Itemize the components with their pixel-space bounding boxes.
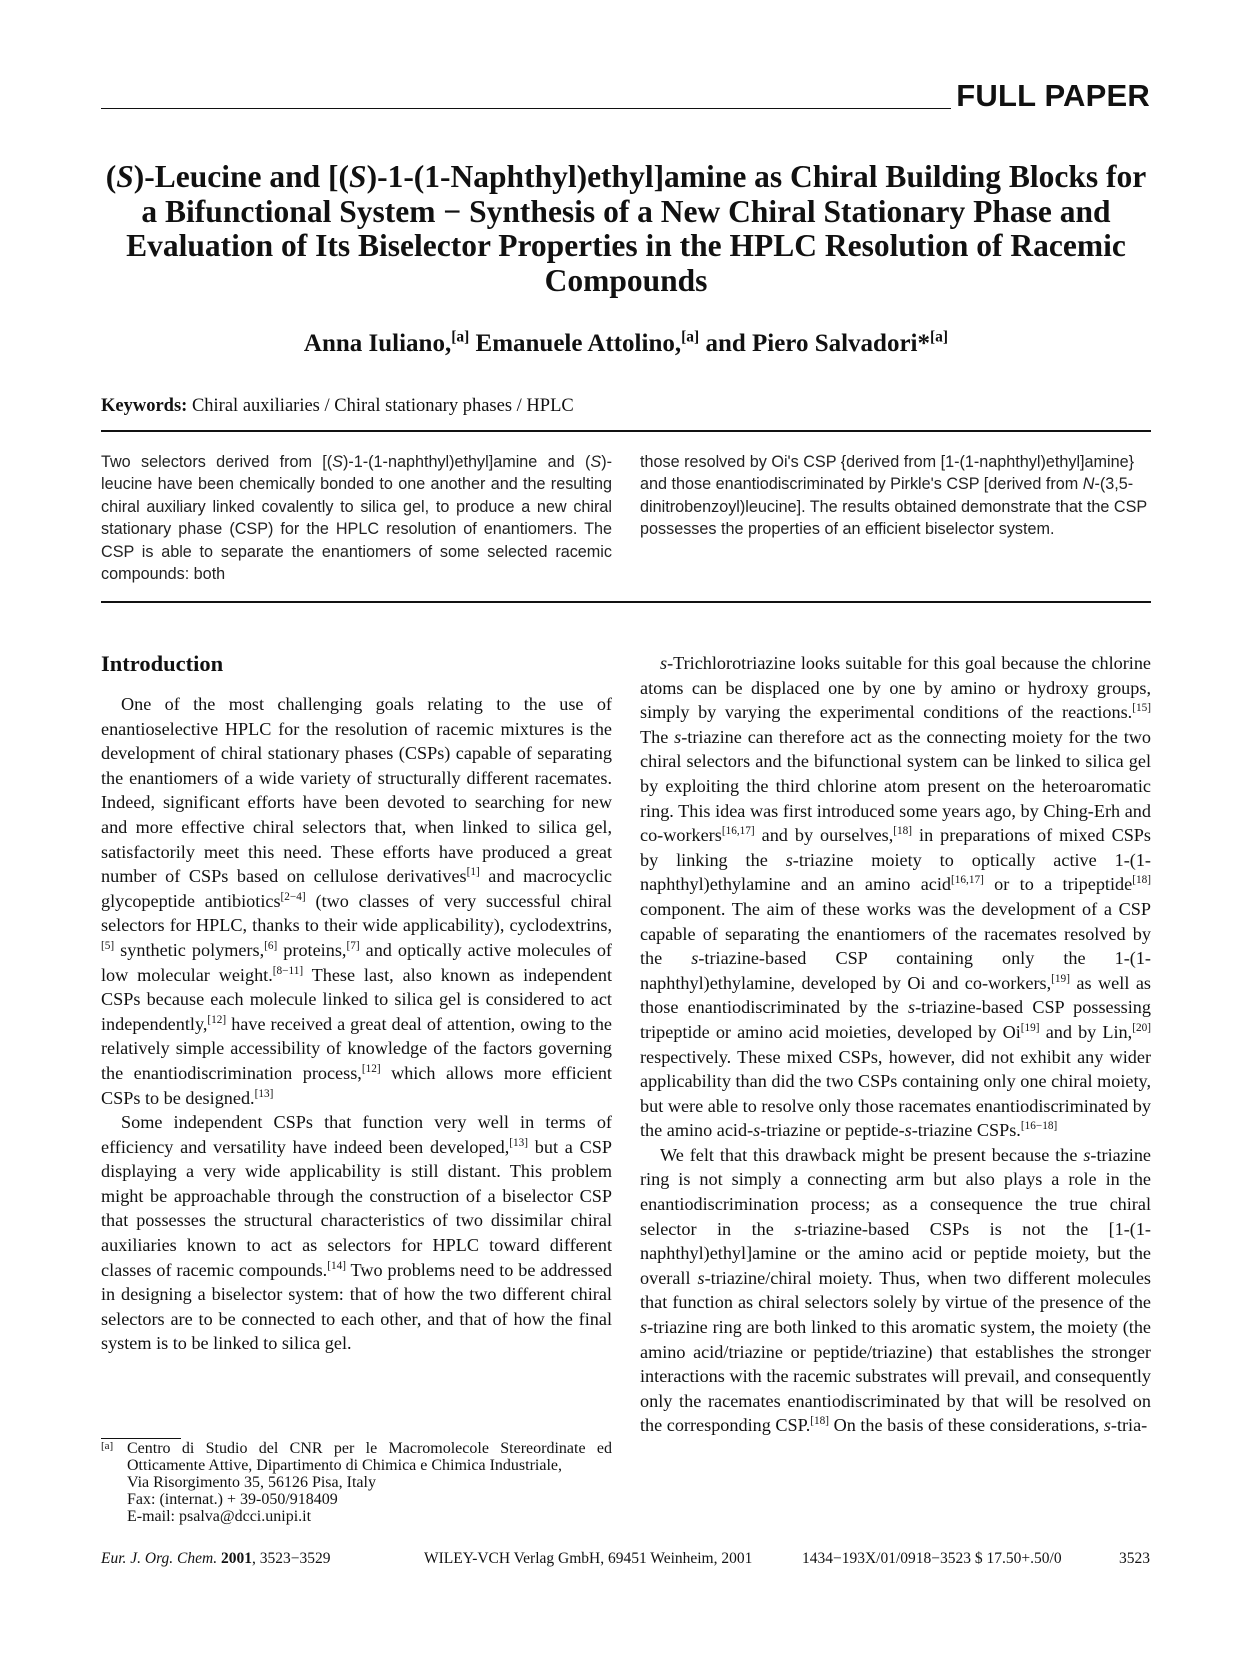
abstract-column-2: those resolved by Oi's CSP {derived from [1-(1-naphthyl)ethyl]amine} and those enantiodiscriminated by Pirkle's CSP [derived from N-(3,5-dinitrobenzoyl)leucine]. The results obtained demonstrate that the CSP possesses the properties of an efficient biselector system. — [640, 453, 1147, 539]
footer-citation — [101, 1550, 330, 1568]
journal-year: 2001 — [220, 1550, 252, 1567]
journal-pages: , 3523−3529 — [251, 1550, 331, 1567]
page-number: 3523 — [1119, 1550, 1150, 1567]
header-rule — [101, 108, 951, 109]
section-label: FULL PAPER — [956, 78, 1150, 113]
footnote-line: Centro di Studio del CNR per le Macromolecole Stereordinate ed Otticamente Attive, Dipartimento di Chimica e Chimica Industriale, — [127, 1440, 612, 1474]
abstract-bottom-rule — [101, 601, 1151, 603]
footnote-line: Fax: (internat.) + 39-050/918409 — [127, 1491, 338, 1508]
body-paragraph: Some independent CSPs that function very well in terms of efficiency and versatility have indeed been developed,[13] but a CSP displaying a very wide applicability is still distant. This problem might be approachable through the construction of a biselector CSP that possesses the structural characteristics of two dissimilar chiral auxiliaries known to act as selectors for HPLC toward different classes of racemic compounds.[14] Two problems need to be addressed in designing a biselector system: that of how the two different chiral selectors are to be connected to each other, and that of how the final system is to be linked to silica gel. — [101, 1112, 612, 1354]
author: and Piero Salvadori*[a] — [705, 328, 949, 357]
section-heading-introduction: Introduction — [101, 651, 224, 676]
journal-name: Eur. J. Org. Chem. — [101, 1550, 218, 1567]
footnote-line: E-mail: psalva@dcci.unipi.it — [127, 1508, 312, 1525]
body-paragraph: s-Trichlorotriazine looks suitable for this goal because the chlorine atoms can be displaced one by one by amino or hydroxy groups, simply by varying the experimental conditions of the reactions.[15] The s-triazine can therefore act as the connecting moiety for the two chiral selectors and the bifunctional system can be linked to silica gel by exploiting the third chlorine atom present on the heteroaromatic ring. This idea was first introduced some years ago, by Ching-Erh and co-workers[16,17] and by ourselves,[18] in preparations of mixed CSPs by linking the s-triazine moiety to optically active 1-(1-naphthyl)ethylamine and an amino acid[16,17] or to a tripeptide[18] component. The aim of these works was the development of a CSP capable of separating the enantiomers of the racemates resolved by the s-triazine-based CSP containing only the 1-(1-naphthyl)ethylamine, developed by Oi and co-workers,[19] as well as those enantiodiscriminated by the s-triazine-based CSP possessing tripeptide or amino acid moieties, developed by Oi[19] and by Lin,[20] respectively. These mixed CSPs, however, did not exhibit any wider applicability than did the two CSPs containing only one chiral moiety, but were able to resolve only those racemates enantiodiscriminated by the amino acid-s-triazine or peptide-s-triazine CSPs.[16−18] — [640, 653, 1152, 1141]
author-list — [100, 330, 1152, 358]
footer-issn: 1434−193X/01/0918−3523 $ 17.50+.50/0 — [802, 1550, 1062, 1567]
author: Emanuele Attolino,[a] — [475, 328, 700, 357]
footer-publisher: WILEY-VCH Verlag GmbH, 69451 Weinheim, 2001 — [424, 1550, 753, 1567]
body-column-left — [101, 692, 612, 1356]
body-column-right — [640, 651, 1151, 1438]
body-paragraph: We felt that this drawback might be present because the s-triazine ring is not simply a connecting arm but also plays a role in the enantiodiscrimination process; as a consequence the true chiral selector in the s-triazine-based CSPs is not the [1-(1-naphthyl)ethyl]amine or the amino acid or peptide moiety, but the overall s-triazine/chiral moiety. Thus, when two different molecules that function as chiral selectors solely by virtue of the presence of the s-triazine ring are both linked to this aromatic system, the moiety (the amino acid/triazine or peptide/triazine) that establishes the stronger interactions with the racemic substrates will prevail, and consequently only the racemates enantiodiscriminated by that will be resolved on the corresponding CSP.[18] On the basis of these considerations, s-tria- — [640, 1144, 1151, 1436]
keywords — [101, 396, 574, 417]
abstract-top-rule — [101, 430, 1151, 432]
article-title: (S)-Leucine and [(S)-1-(1-Naphthyl)ethyl]amine as Chiral Building Blocks for a Bifunctional System − Synthesis of a New Chiral Stationary Phase and Evaluation of Its Biselector Properties in the HPLC Resolution of Racemic Compounds — [105, 159, 1147, 298]
footnote-marker: [a] — [101, 1440, 114, 1452]
keywords-label: Keywords: — [101, 396, 188, 416]
footnote-line: Via Risorgimento 35, 56126 Pisa, Italy — [127, 1474, 376, 1491]
abstract-column-1: Two selectors derived from [(S)-1-(1-naphthyl)ethyl]amine and (S)-leucine have been chemically bonded to one another and the resulting chiral auxiliary linked covalently to silica gel, to produce a new chiral stationary phase (CSP) for the HPLC resolution of enantiomers. The CSP is able to separate the enantiomers of some selected racemic compounds: both — [101, 453, 612, 584]
author: Anna Iuliano,[a] — [303, 328, 470, 357]
body-paragraph: One of the most challenging goals relating to the use of enantioselective HPLC for the resolution of racemic mixtures is the development of chiral stationary phases (CSPs) capable of separating the enantiomers of a wide variety of structurally different racemates. Indeed, significant efforts have been devoted to searching for new and more effective chiral selectors that, when linked to silica gel, satisfactorily meet this need. These efforts have produced a great number of CSPs based on cellulose derivatives[1] and macrocyclic glycopeptide antibiotics[2−4] (two classes of very successful chiral selectors for HPLC, thanks to their wide applicability), cyclodextrins,[5] synthetic polymers,[6] proteins,[7] and optically active molecules of low molecular weight.[8−11] These last, also known as independent CSPs because each molecule linked to silica gel is considered to act independently,[12] have received a great deal of attention, owing to the relatively simple accessibility of knowledge of the factors governing the enantiodiscrimination process,[12] which allows more efficient CSPs to be designed.[13] — [101, 694, 612, 1108]
keywords-text: Chiral auxiliaries / Chiral stationary phases / HPLC — [191, 396, 574, 416]
affiliation-footnote — [101, 1440, 612, 1525]
